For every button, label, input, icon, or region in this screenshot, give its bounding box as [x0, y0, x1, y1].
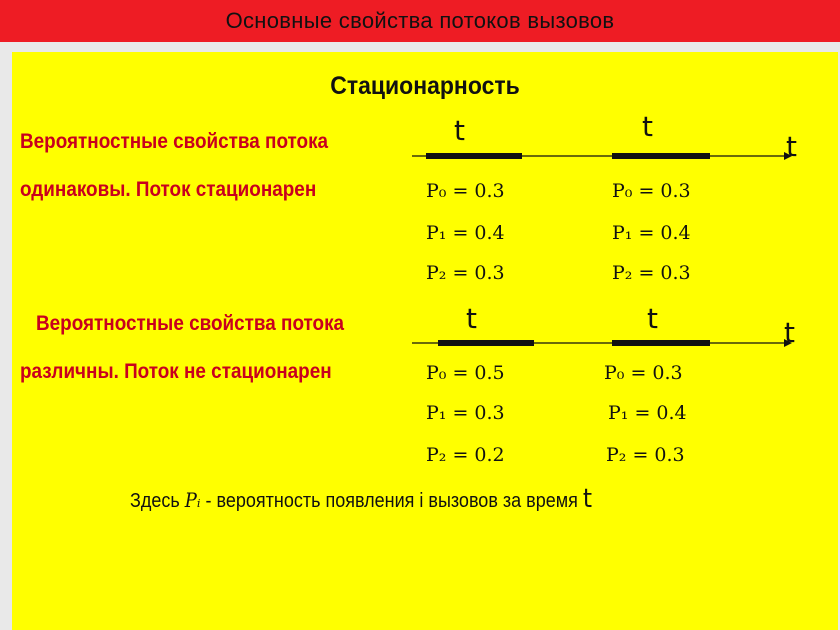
section2-desc-line1: Вероятностные свойства потока — [36, 312, 345, 335]
section2-t-left: t — [466, 302, 477, 335]
section1-t-left: t — [454, 114, 465, 147]
slide-title: Основные свойства потоков вызовов — [225, 8, 615, 33]
section2-left-p0: P₀ = 0.5 — [426, 362, 505, 384]
section2-desc-line2: различны. Поток не стационарен — [20, 360, 332, 383]
section2-t-right: t — [647, 302, 658, 335]
section1-t-right: t — [642, 110, 653, 143]
section1-right-p0: P₀ = 0.3 — [612, 180, 691, 202]
section2-right-p0: P₀ = 0.3 — [604, 362, 683, 384]
section2-left-p2: P₂ = 0.2 — [426, 444, 505, 466]
footer-t: t — [582, 484, 593, 514]
content-panel — [12, 52, 838, 630]
interval-left — [426, 153, 522, 159]
section2-left-p1: P₁ = 0.3 — [426, 402, 505, 424]
header-bar — [0, 0, 840, 42]
section1-left-p2: P₂ = 0.3 — [426, 262, 505, 284]
footer-symbol: Pᵢ — [184, 488, 201, 512]
section1-right-p2: P₂ = 0.3 — [612, 262, 691, 284]
footer-note — [130, 484, 592, 514]
interval-left — [438, 340, 534, 346]
section1-desc-line1: Вероятностные свойства потока — [20, 130, 329, 153]
section1-left-p0: P₀ = 0.3 — [426, 180, 505, 202]
section2-right-p1: P₁ = 0.4 — [608, 402, 687, 424]
section1-t-axis: t — [786, 130, 797, 163]
section1-time-axis — [412, 137, 802, 167]
section2-right-p2: P₂ = 0.3 — [606, 444, 685, 466]
footer-text: - вероятность появления i вызовов за время — [205, 490, 578, 512]
interval-right — [612, 340, 710, 346]
section1-right-p1: P₁ = 0.4 — [612, 222, 691, 244]
section2-t-axis: t — [784, 316, 795, 349]
section1-desc-line2: одинаковы. Поток стационарен — [20, 178, 317, 201]
footer-prefix: Здесь — [130, 490, 180, 512]
section1-left-p1: P₁ = 0.4 — [426, 222, 505, 244]
subtitle: Стационарность — [330, 72, 520, 100]
interval-right — [612, 153, 710, 159]
